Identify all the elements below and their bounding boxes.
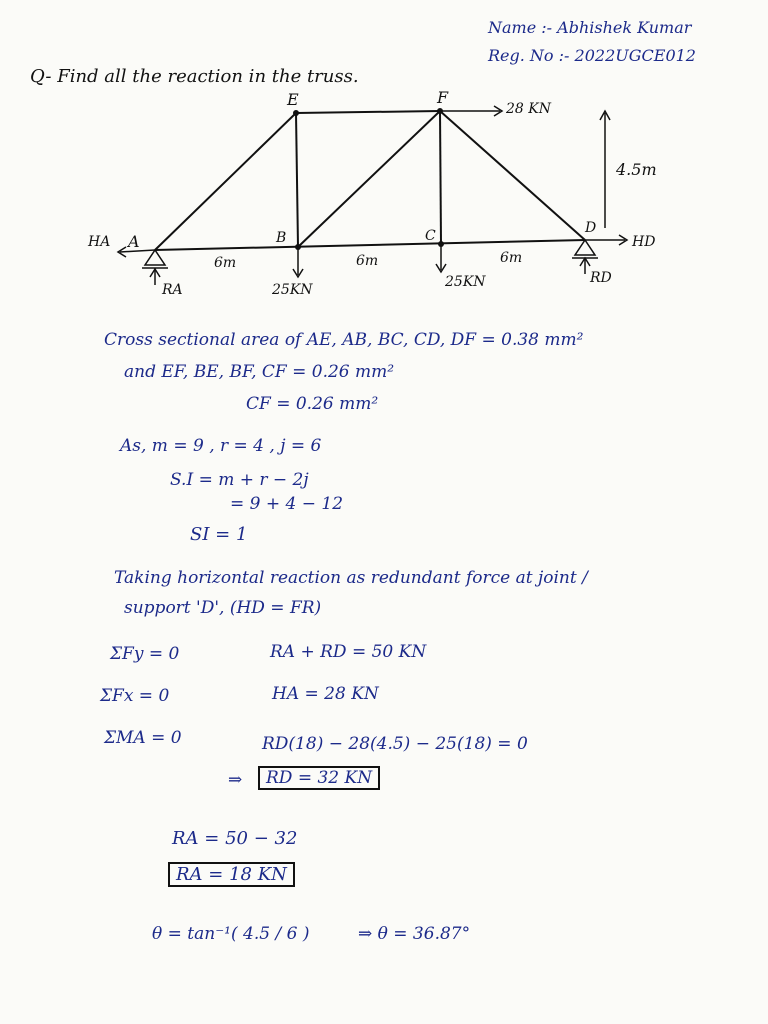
node-D-label: D: [585, 220, 597, 236]
sum-ma-label: ΣMA = 0: [104, 728, 182, 748]
areas-line-3: CF = 0.26 mm²: [246, 394, 379, 414]
indeterminacy-line-1: As, m = 9 , r = 4 , j = 6: [120, 436, 322, 456]
indeterminacy-line-2: S.I = m + r − 2j: [170, 470, 309, 490]
sum-fy-equation: RA + RD = 50 KN: [270, 642, 427, 662]
pin-support-A: [145, 250, 165, 265]
reaction-RD-label: RD: [590, 270, 612, 286]
node-E-label: E: [287, 90, 299, 109]
sum-fx-equation: HA = 28 KN: [272, 684, 379, 704]
node-B-label: B: [276, 230, 287, 246]
member-CF: [440, 111, 441, 244]
span-label-BC: 6m: [356, 253, 379, 269]
reaction-HA-label: HA: [88, 234, 111, 250]
registration-number: Reg. No :- 2022UGCE012: [488, 46, 696, 65]
indeterminacy-line-3: = 9 + 4 − 12: [230, 494, 344, 514]
rd-result-box: RD = 32 KN: [258, 766, 380, 790]
node-C-label: C: [425, 228, 436, 244]
span-label-CD: 6m: [500, 250, 523, 266]
height-label: 4.5m: [616, 160, 657, 179]
student-name: Name :- Abhishek Kumar: [488, 18, 692, 37]
reaction-RA-label: RA: [162, 282, 183, 298]
redundant-line-1: Taking horizontal reaction as redundant force at joint /: [114, 568, 588, 588]
sum-fx-label: ΣFx = 0: [100, 686, 170, 706]
theta-expression: θ = tan⁻¹( 4.5 / 6 ): [152, 924, 310, 944]
redundant-line-2: support 'D', (HD = FR): [124, 598, 322, 618]
member-AE: [155, 113, 296, 250]
ra-equation: RA = 50 − 32: [172, 828, 298, 849]
reaction-HD-label: HD: [632, 234, 656, 250]
span-label-AB: 6m: [214, 255, 237, 271]
pin-support-D: [575, 240, 595, 255]
theta-result: ⇒ θ = 36.87°: [358, 924, 471, 944]
rd-implies-arrow: ⇒: [228, 770, 243, 790]
member-BF: [298, 111, 440, 247]
bottom-chord: [155, 240, 585, 250]
node-A-label: A: [128, 232, 140, 251]
question-text: Q- Find all the reaction in the truss.: [30, 66, 359, 87]
load-C-label: 25KN: [445, 274, 486, 290]
member-BE: [296, 113, 298, 247]
indeterminacy-result: SI = 1: [190, 524, 248, 545]
areas-line-2: and EF, BE, BF, CF = 0.26 mm²: [124, 362, 395, 382]
ra-result-box: RA = 18 KN: [168, 862, 295, 887]
sum-fy-label: ΣFy = 0: [110, 644, 180, 664]
sum-ma-equation: RD(18) − 28(4.5) − 25(18) = 0: [262, 734, 528, 754]
load-F-label: 28 KN: [506, 101, 551, 117]
load-B-label: 25KN: [272, 282, 313, 298]
member-DF: [440, 111, 585, 240]
top-chord-EF: [296, 111, 440, 113]
areas-line-1: Cross sectional area of AE, AB, BC, CD, DF = 0.38 mm²: [104, 330, 584, 350]
node-F-label: F: [437, 88, 449, 107]
